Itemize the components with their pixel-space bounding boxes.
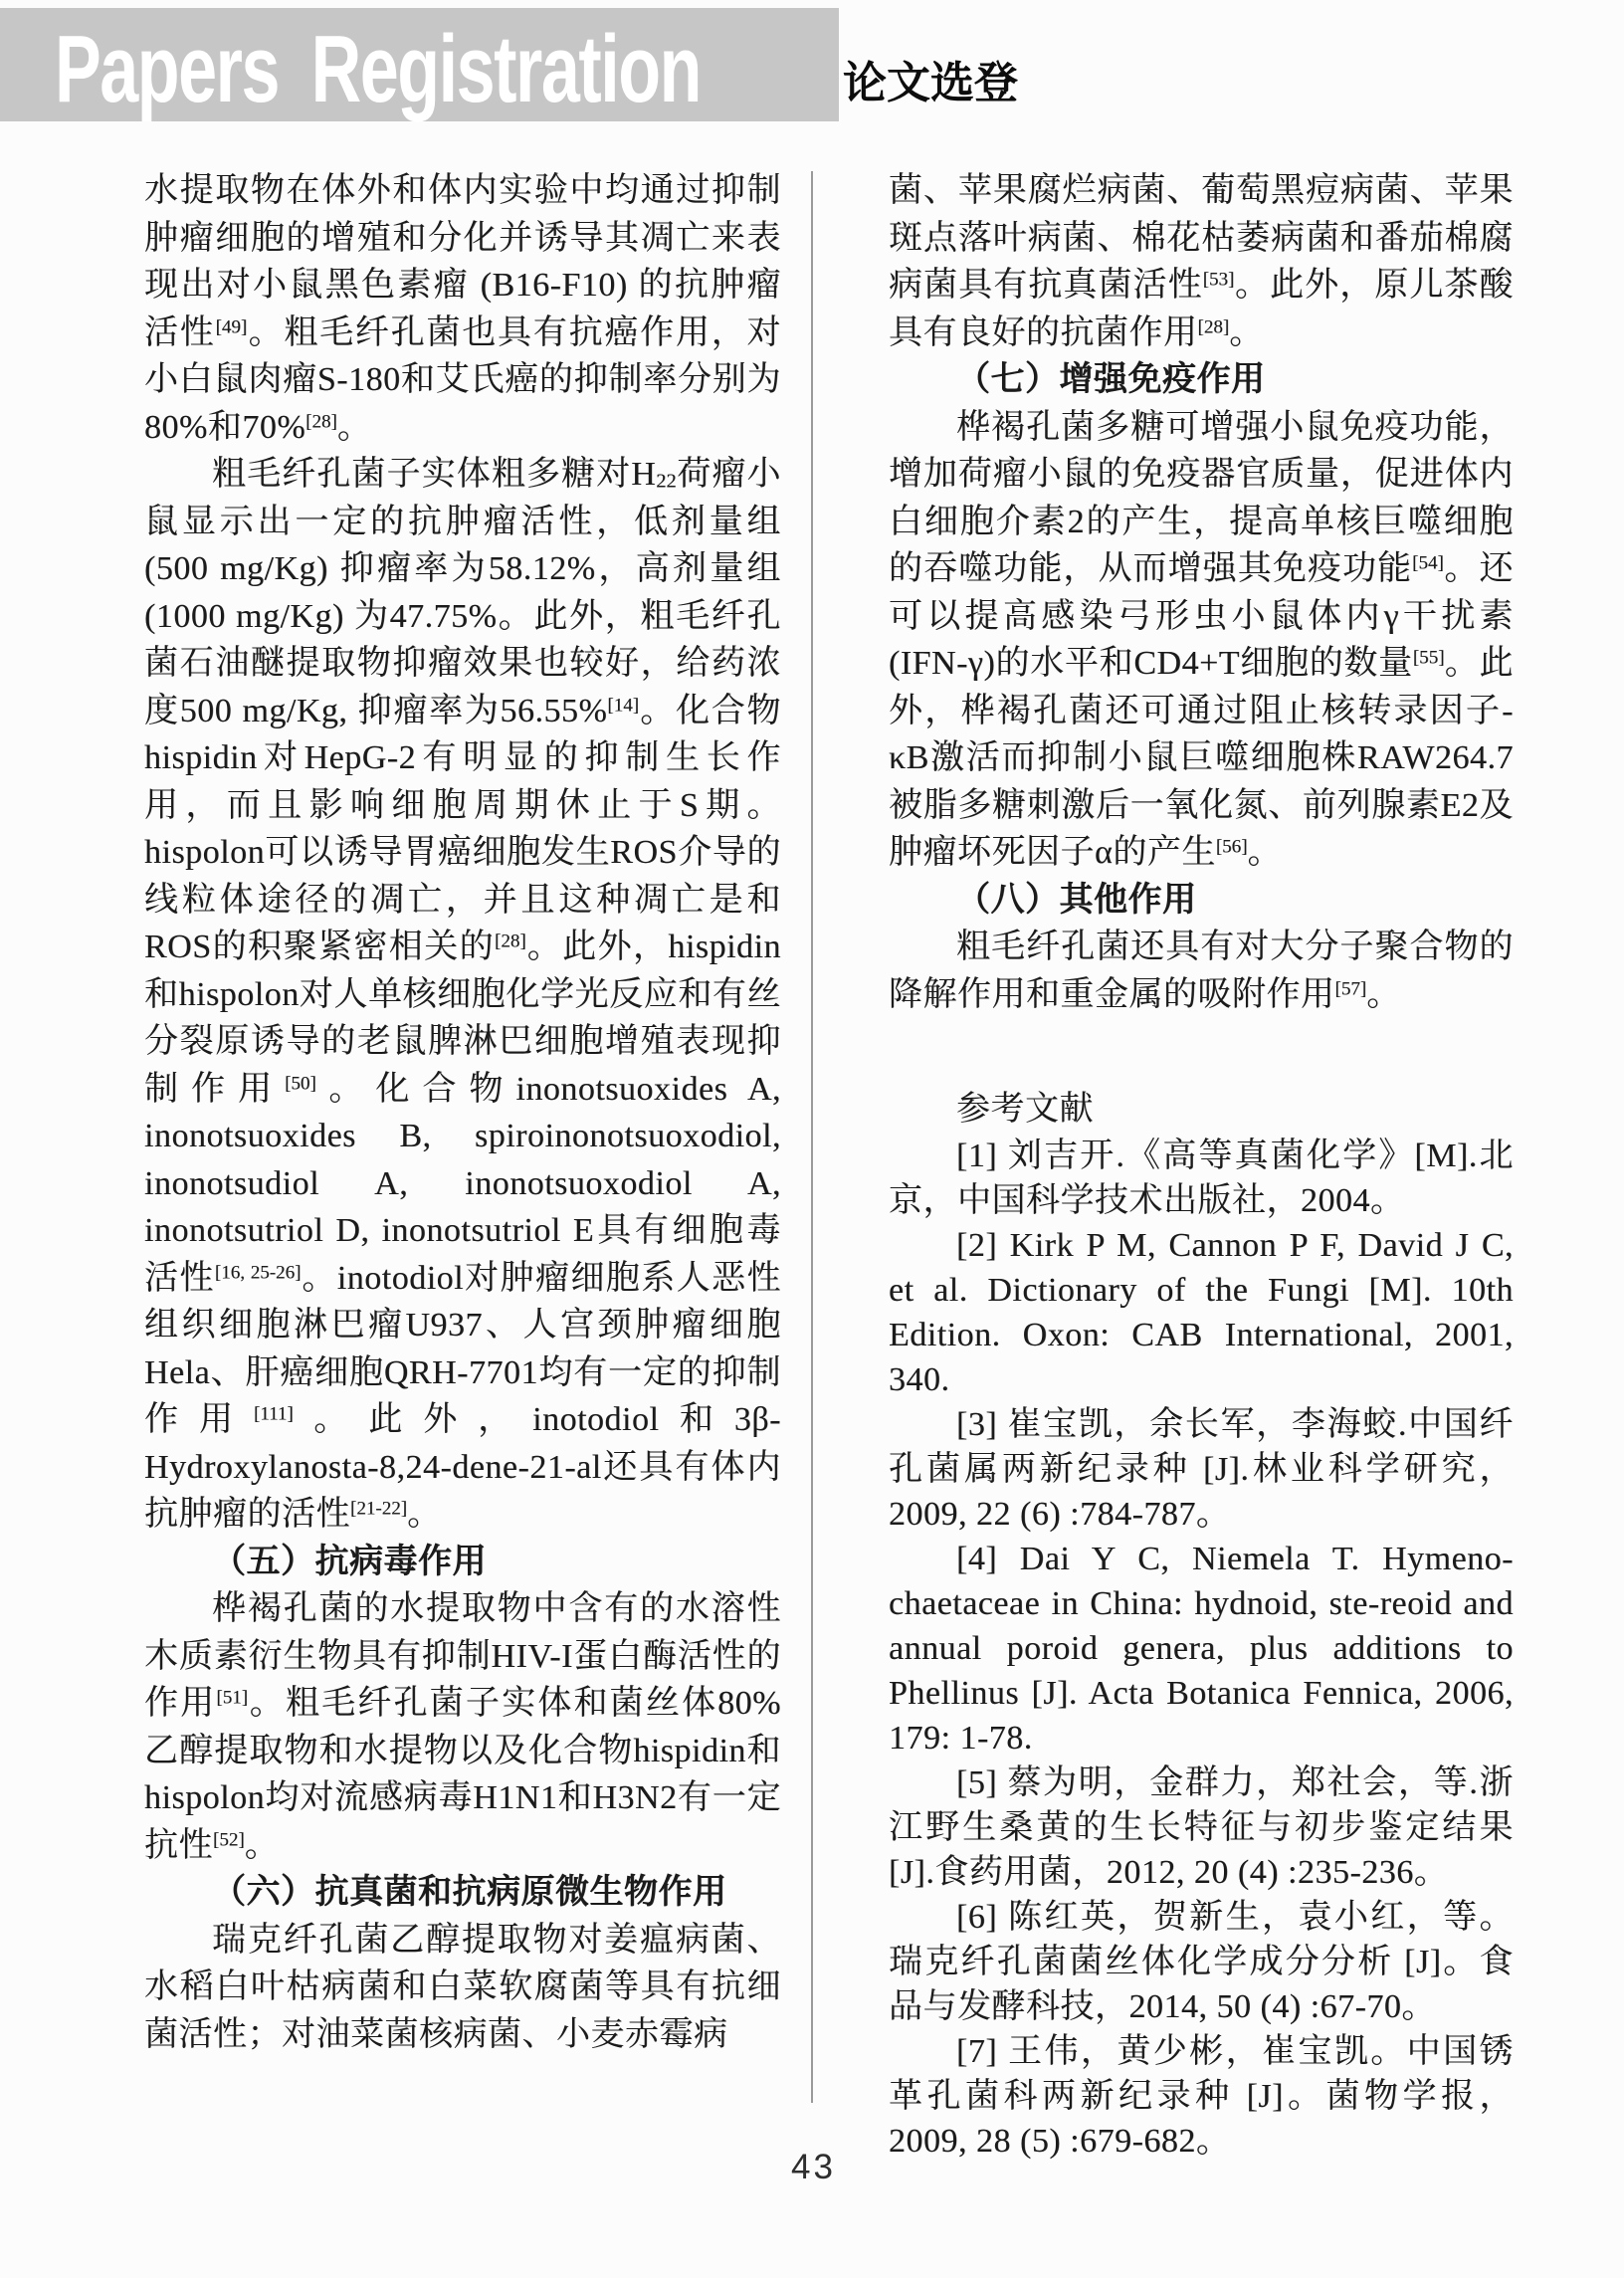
reference-item: [1] 刘吉开.《高等真菌化学》[M].北京，中国科学技术出版社，2004。	[889, 1137, 1514, 1219]
reference-item: [4] Dai Y C, Niemela T. Hymeno-chaetaceae in China: hydnoid, ste-reoid and annual poroid genera, plus additions to Phellinus [J]. Acta Botanica Fennica, 2006, 179: 1-78.	[889, 1540, 1514, 1757]
paragraph: 粗毛纤孔菌还具有对大分子聚合物的降解作用和重金属的吸附作用[57]。	[889, 929, 1514, 1013]
paragraph: 粗毛纤孔菌子实体粗多糖对$H_{22}$荷瘤小鼠显示出一定的抗肿瘤活性，低剂量组 (500 mg/Kg) 抑瘤率为58.12%，高剂量组 (1000 mg/Kg) 为47.75%。此外，粗毛纤孔菌石油醚提取物抑瘤效果也较好，给药浓度500 mg/Kg, 抑瘤率为56.55%[14]。化合物hispidin对HepG-2有明显的抑制生长作用，而且影响细胞周期休止于S期。hispolon可以诱导胃癌细胞发生ROS介导的线粒体途径的凋亡，并且这种凋亡是和ROS的积聚紧密相关的[28]。此外，hispidin和hispolon对人单核细胞化学光反应和有丝分裂原诱导的老鼠脾淋巴细胞增殖表现抑制作用[50]。化合物inonotsuoxides A, inonotsuoxides B, spiroinonotsuoxodiol, inonotsudiol A, inonotsuoxodiol A, inonotsutriol D, inonotsutriol E具有细胞毒活性[16, 25-26]。inotodiol对肿瘤细胞系人恶性组织细胞淋巴瘤U937、人宫颈肿瘤细胞Hela、肝癌细胞QRH-7701均有一定的抑制作用[111]。此外，inotodiol和3β-Hydroxylanosta-8,24-dene-21-al还具有体内抗肿瘤的活性[21-22]。	[144, 456, 782, 1533]
citation-superscript: [14]	[607, 695, 640, 717]
citation-superscript: [28]	[305, 411, 337, 433]
citation-superscript: [28]	[1197, 316, 1230, 338]
paragraph: 桦褐孔菌的水提取物中含有的水溶性木质素衍生物具有抑制HIV-I蛋白酶活性的作用[51]。粗毛纤孔菌子实体和菌丝体80%乙醇提取物和水提物以及化合物hispidin和hispolon均对流感病毒H1N1和H3N2有一定抗性[52]。	[144, 1590, 781, 1864]
citation-superscript: [51]	[216, 1687, 249, 1709]
citation-superscript: [28]	[495, 931, 526, 952]
citation-superscript: [56]	[1215, 836, 1248, 858]
citation-superscript: [50]	[285, 1073, 316, 1095]
header-subtitle: 论文选登	[843, 59, 1018, 107]
references-heading: 参考文献	[956, 1091, 1094, 1128]
reference-item: [6] 陈红英，贺新生，袁小红，等。瑞克纤孔菌菌丝体化学成分分析 [J]。食品与发酵科技，2014, 50 (4) :67-70。	[889, 1898, 1514, 2025]
section-heading: （五）抗病毒作用	[212, 1542, 487, 1580]
citation-superscript: [16, 25-26]	[214, 1262, 302, 1284]
citation-superscript: [57]	[1334, 978, 1367, 1000]
paragraph: 桦褐孔菌多糖可增强小鼠免疫功能，增加荷瘤小鼠的免疫器官质量，促进体内白细胞介素2的产生，提高单核巨噬细胞的吞噬功能，从而增强其免疫功能[54]。还可以提高感染弓形虫小鼠体内γ干扰素 (IFN-γ)的水平和CD4+T细胞的数量[55]。此外，桦褐孔菌还可通过阻止核转录因子-κB激活而抑制小鼠巨噬细胞株RAW264.7被脂多糖刺激后一氧化氮、前列腺素E2及肿瘤坏死因子α的产生[56]。	[889, 408, 1515, 871]
citation-superscript: [53]	[1202, 269, 1235, 291]
reference-item: [5] 蔡为明，金群力，郑社会，等.浙江野生桑黄的生长特征与初步鉴定结果 [J].食药用菌，2012, 20 (4) :235-236。	[889, 1763, 1514, 1891]
citation-superscript: [52]	[213, 1829, 245, 1851]
right-column	[889, 167, 1514, 2164]
paragraph: 水提取物在体外和体内实验中均通过抑制肿瘤细胞的增殖和分化并诱导其凋亡来表现出对小鼠黑色素瘤 (B16-F10) 的抗肿瘤活性[49]。粗毛纤孔菌也具有抗癌作用，对小白鼠肉瘤S-180和艾氏癌的抑制率分别为80%和70%[28]。	[144, 172, 781, 446]
citation-superscript: [55]	[1412, 647, 1445, 669]
subscript: 22	[656, 470, 677, 493]
citation-superscript: [54]	[1412, 552, 1444, 574]
reference-item: [2] Kirk P M, Cannon P F, David J C, et al. Dictionary of the Fungi [M]. 10th Edition. Oxon: CAB International, 2001, 340.	[889, 1226, 1514, 1398]
header-banner	[0, 8, 839, 121]
reference-item: [3] 崔宝凯，余长军，李海蛟.中国纤孔菌属两新纪录种 [J].林业科学研究，2009, 22 (6) :784-787。	[889, 1405, 1514, 1533]
page-number: 43	[791, 2148, 836, 2186]
paragraph: 菌、苹果腐烂病菌、葡萄黑痘病菌、苹果斑点落叶病菌、棉花枯萎病菌和番茄棉腐病菌具有抗真菌活性[53]。此外，原儿茶酸具有良好的抗菌作用[28]。	[889, 172, 1515, 351]
section-heading: （八）其他作用	[956, 880, 1197, 919]
citation-superscript: [111]	[253, 1403, 294, 1425]
citation-superscript: [21-22]	[350, 1498, 408, 1520]
section-heading: （六）抗真菌和抗病原微生物作用	[212, 1873, 727, 1911]
citation-superscript: [49]	[215, 316, 248, 338]
paragraph: 瑞克纤孔菌乙醇提取物对姜瘟病菌、水稻白叶枯病菌和白菜软腐菌等具有抗细菌活性；对油菜菌核病菌、小麦赤霉病	[144, 1921, 781, 2053]
header-title: Papers Registration	[55, 16, 701, 122]
column-divider	[811, 171, 813, 2103]
left-column	[144, 167, 781, 2058]
reference-item: [7] 王伟，黄少彬，崔宝凯。中国锈革孔菌科两新纪录种 [J]。菌物学报，2009, 28 (5) :679-682。	[889, 2032, 1514, 2160]
section-heading: （七）增强免疫作用	[956, 360, 1266, 398]
